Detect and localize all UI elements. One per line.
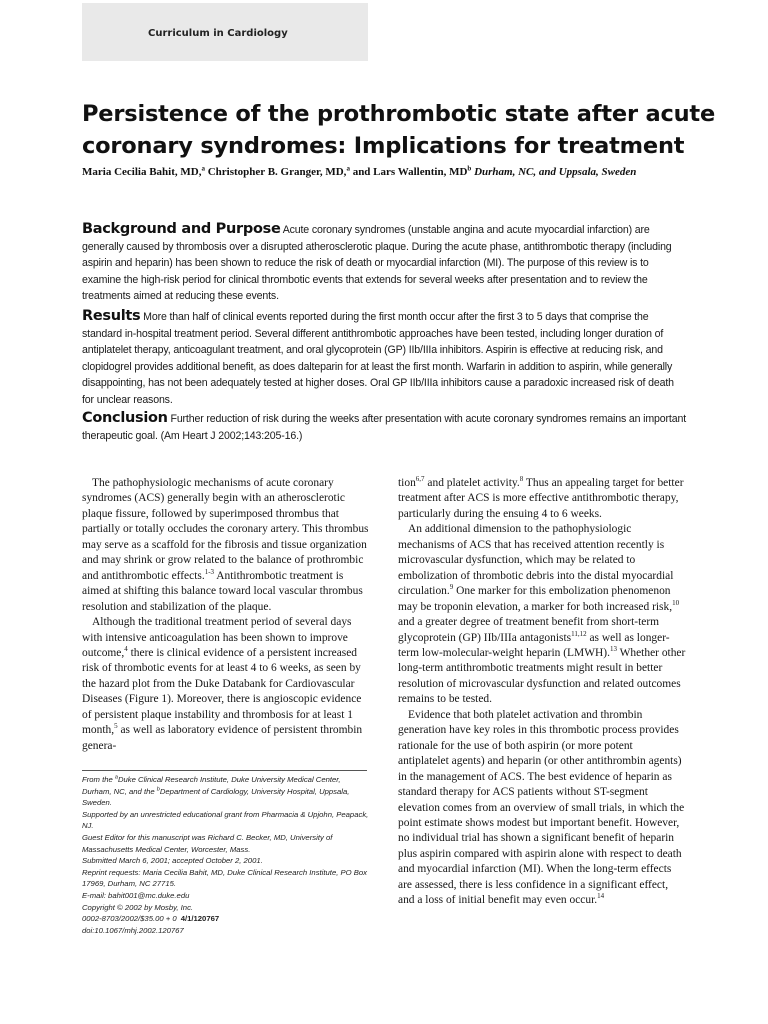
footnote-issn: 0002-8703/2002/$35.00 + 0 4/1/120767	[82, 914, 220, 924]
footnote-email: E-mail: bahit001@mc.duke.edu	[82, 890, 190, 900]
author-3: and Lars Wallentin, MD	[349, 166, 468, 178]
abstract-results-text: More than half of clinical events reported during the first month occur after the first 3 to 5 days that comprise the standard in-hospital treatment period. Several different antithrombotic approaches have been tested, including longer duration of antiplatelet therapy, anticoagulant treatment, and oral glycoprotein (GP) IIb/IIIa inhibitors. Aspirin is effective at reducing risk, and clopidogrel provides additional benefit, as does dalteparin for at least the first month. Warfarin in addition to aspirin, while generally disappointing, has not been adequately tested at higher doses. Oral GP IIb/IIIa inhibitors cause a paradoxic increased risk of death for unclear reasons.	[82, 311, 674, 406]
footnote-editor: Guest Editor for this manuscript was Richard C. Becker, MD, University of Massachusetts Medical Center, Worcester, Mass.	[82, 832, 333, 854]
abstract-results	[82, 308, 687, 409]
section-banner	[82, 3, 368, 61]
author-1: Maria Cecilia Bahit, MD,	[82, 166, 202, 178]
footnotes	[82, 774, 372, 936]
abstract-conclusion-heading: Conclusion	[82, 410, 168, 426]
footnote-doi: doi:10.1067/mhj.2002.120767	[82, 925, 184, 935]
abstract-conclusion	[82, 410, 687, 444]
body-paragraph: An additional dimension to the pathophysiologic mechanisms of ACS that has received attention recently is microvascular dysfunction, which may be related to embolization of thrombotic debris into the distal myocardial circulation.$^9$ One marker for this embolization phenomenon may be troponin elevation, a marker for both increased risk,$^{10}$ and a greater degree of treatment benefit from short-term glycoprotein (GP) IIb/IIIa antagonists$^{11,12}$ as well as longer-term low-molecular-weight heparin (LMWH).$^{13}$ Whether other long-term antithrombotic treatments might result in better resolution of microvascular dysfunction and related outcomes remains to be tested.	[398, 523, 686, 706]
author-locations: Durham, NC, and Uppsala, Sweden	[471, 166, 637, 178]
footnote-divider	[82, 770, 367, 771]
footnote-submitted: Submitted March 6, 2001; accepted October 2, 2001.	[82, 856, 263, 866]
body-paragraph: Although the traditional treatment period of several days with intensive anticoagulation has been shown to improve outcome,$^4$ there is clinical evidence of a persistent increased risk of thrombotic events for at least 4 to 6 weeks, as seen by the hazard plot from the Duke Databank for Cardiovascular Diseases (Figure 1). Moreover, there is angioscopic evidence of persistent plaque instability and thrombosis for at least 1 month,$^5$ as well as laboratory evidence of persistent thrombin genera-	[82, 616, 363, 752]
article-id: 4/1/120767	[180, 914, 220, 924]
footnote-reprint: Reprint requests: Maria Cecilia Bahit, MD, Duke Clinical Research Institute, PO Box 17969, Durham, NC 27715.	[82, 867, 367, 889]
author-2: Christopher B. Granger, MD,	[204, 166, 347, 178]
body-column-right	[398, 476, 686, 909]
footnote-copyright: Copyright © 2002 by Mosby, Inc.	[82, 902, 194, 912]
body-paragraph: tion$^{6,7}$ and platelet activity.$^8$ Thus an appealing target for better treatment after ACS is more effective antithrombotic therapy, particularly during the ensuing 4 to 6 weeks.	[398, 475, 684, 520]
footnote-affiliation: From the $^a$Duke Clinical Research Institute, Duke University Medical Center, Durham, NC, and the $^b$Department of Cardiology, University Hospital, Uppsala, Sweden.	[82, 774, 350, 808]
abstract-background-text: Acute coronary syndromes (unstable angina and acute myocardial infarction) are generally caused by thrombosis over a disrupted atherosclerotic plaque. During the acute phase, antithrombotic therapy (including aspirin and heparin) has been shown to reduce the risk of death or myocardial infarction (MI). The purpose of this review is to examine the high-risk period for clinical thrombotic events that extends for several weeks after presentation and to review the treatments aimed at reducing these events.	[82, 224, 672, 303]
abstract-conclusion-text: Further reduction of risk during the weeks after presentation with acute coronary syndromes remains an important therapeutic goal. (Am Heart J 2002;143:205-16.)	[82, 413, 686, 442]
footnote-support: Supported by an unrestricted educational grant from Pharmacia & Upjohn, Peapack, NJ.	[82, 809, 369, 831]
author-line: Maria Cecilia Bahit, MD,$^a$ Christopher B. Granger, MD,$^a$ and Lars Wallentin, $MD^b$ Durham, NC, and Uppsala, Sweden	[82, 164, 637, 178]
abstract-background-heading: Background and Purpose	[82, 221, 281, 237]
body-paragraph: The pathophysiologic mechanisms of acute coronary syndromes (ACS) generally begin with an atherosclerotic plaque fissure, followed by superimposed thrombus that partially or totally occludes the coronary artery. This thrombus may serve as a scaffold for the fibrosis and tissue organization and may shrink or grow related to the balance of prothrombic and antithrombotic effects.$^{1-3}$ Antithrombotic treatment is aimed at shifting this balance toward local vascular thrombus resolution and stabilization of the plaque.	[82, 477, 369, 613]
abstract-background	[82, 221, 687, 305]
body-paragraph: Evidence that both platelet activation and thrombin generation have key roles in this thrombotic process provides rationale for the use of both aspirin (or more potent antiplatelet agents) and heparin (or other antithrombin agents) in the management of ACS. The best evidence of heparin as standard therapy for ACS patients without ST-segment elevation comes from an overview of small trials, in which the point estimate shows modest but important benefit. However, no individual trial has shown a significant benefit of heparin plus aspirin compared with aspirin alone with respect to death and myocardial infarction (MI). When the long-term effects are assessed, there is less confidence in a significant effect, and a loss of initial benefit may even occur.$^{14}$	[398, 708, 685, 907]
article-title: Persistence of the prothrombotic state after acute coronary syndromes: Implications for treatment	[82, 101, 716, 159]
section-label: Curriculum in Cardiology	[148, 28, 288, 39]
body-column-left	[82, 476, 370, 754]
abstract-results-heading: Results	[82, 308, 141, 324]
